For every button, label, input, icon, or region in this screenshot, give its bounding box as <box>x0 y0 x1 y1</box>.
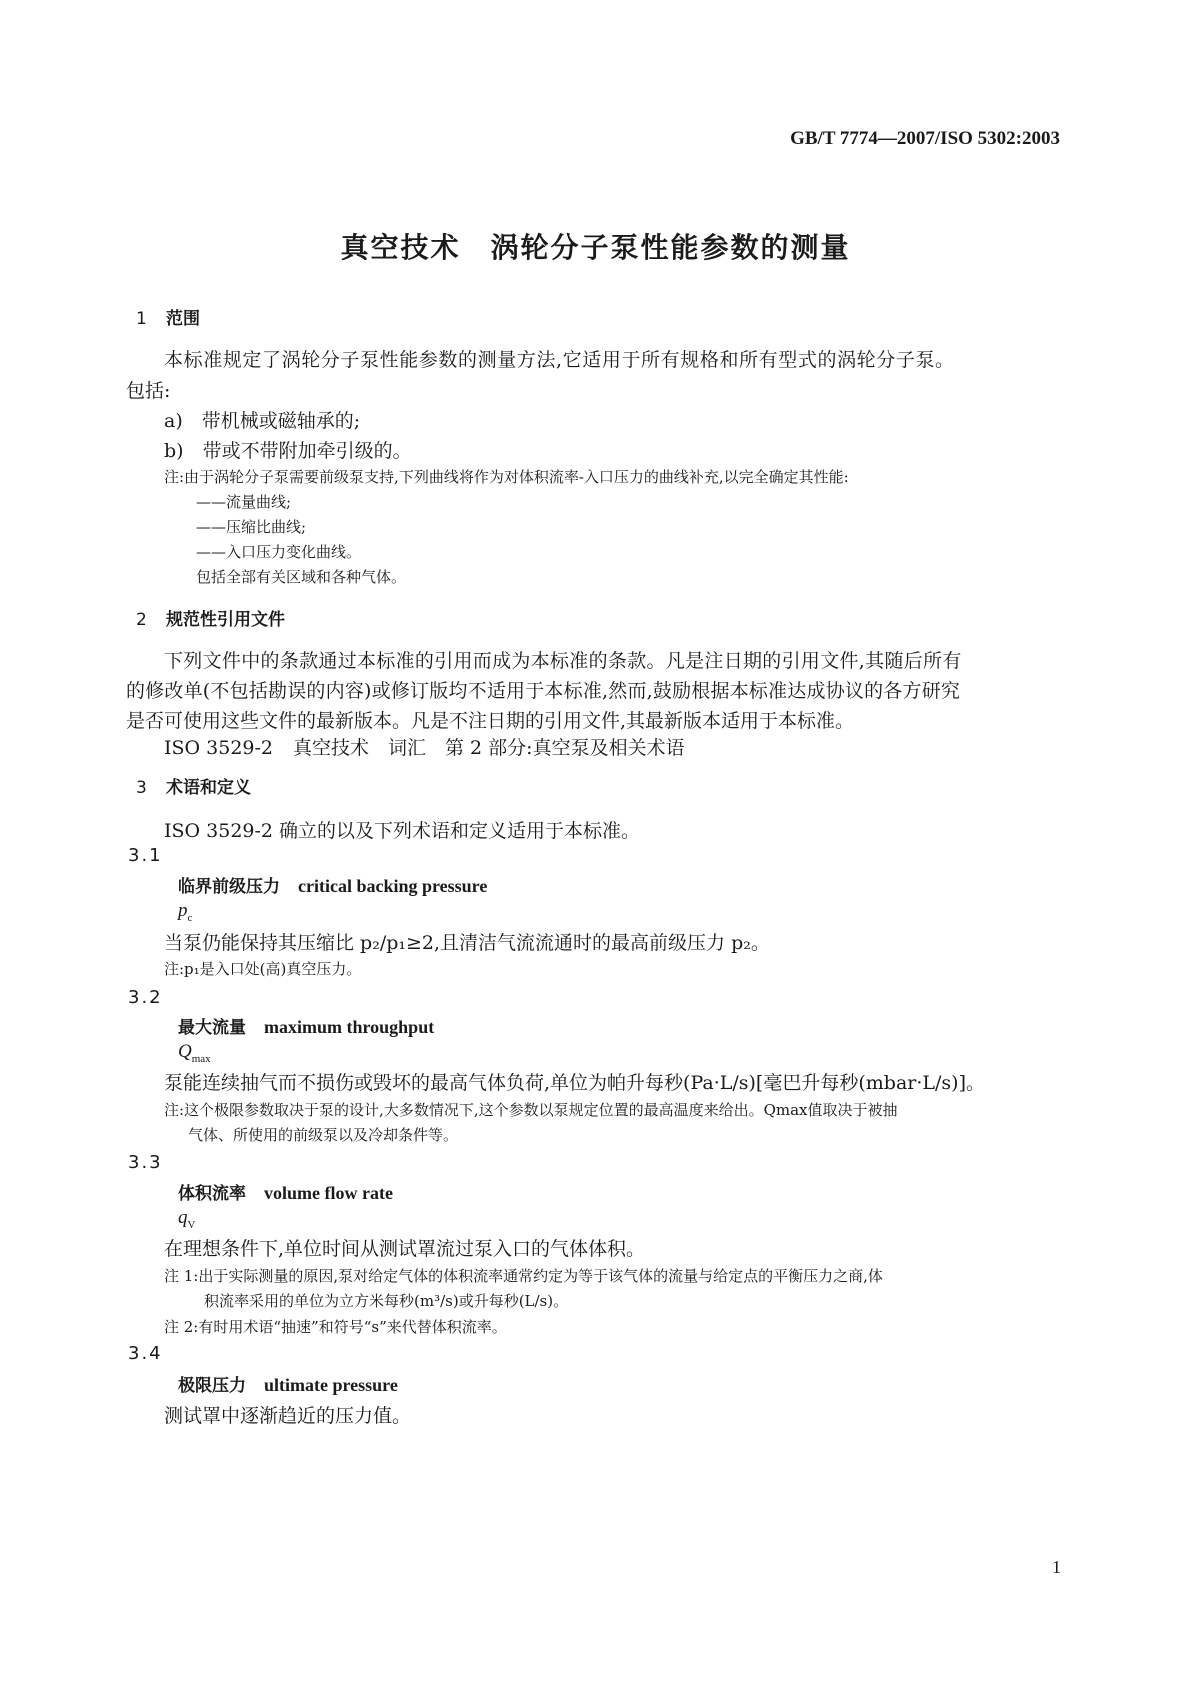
note-list-item: ——流量曲线; <box>196 493 292 511</box>
section-title: 范围 <box>166 309 200 329</box>
clause-number: 3.3 <box>128 1152 163 1173</box>
term-definition: 当泵仍能保持其压缩比 p₂/p₁≥2,且清洁气流流通时的最高前级压力 p₂。 <box>164 932 770 954</box>
note: 注 1:出于实际测量的原因,泵对给定气体的体积流率通常约定为等于该气体的流量与给定点的平衡压力之商,体 <box>164 1267 883 1285</box>
symbol-letter: q <box>178 1207 188 1228</box>
symbol-subscript: max <box>191 1052 211 1065</box>
note-list-item: ——入口压力变化曲线。 <box>196 543 362 561</box>
term-zh: 最大流量 <box>178 1018 246 1038</box>
section-intro: ISO 3529-2 确立的以及下列术语和定义适用于本标准。 <box>164 820 641 842</box>
note: 注:由于涡轮分子泵需要前级泵支持,下列曲线将作为对体积流率-入口压力的曲线补充,以完全确定其性能: <box>164 468 849 486</box>
section-1-heading <box>136 304 200 329</box>
term-heading <box>178 872 487 897</box>
term-symbol <box>178 900 192 924</box>
page-number: 1 <box>1052 1557 1061 1577</box>
term-definition: 在理想条件下,单位时间从测试罩流过泵入口的气体体积。 <box>164 1238 646 1260</box>
section-title: 术语和定义 <box>166 778 251 798</box>
note-end: 包括全部有关区域和各种气体。 <box>196 568 407 586</box>
term-en: maximum throughput <box>264 1017 435 1037</box>
normative-reference <box>164 733 705 760</box>
symbol-letter: Q <box>178 1041 192 1062</box>
section-title: 规范性引用文件 <box>166 610 285 630</box>
term-heading <box>178 1179 393 1204</box>
section-2-heading <box>136 605 285 630</box>
clause-number: 3.4 <box>128 1343 163 1364</box>
term-zh: 极限压力 <box>178 1376 246 1396</box>
note-continuation: 积流率采用的单位为立方米每秒(m³/s)或升每秒(L/s)。 <box>204 1292 569 1310</box>
symbol-subscript: V <box>187 1218 196 1231</box>
term-zh: 临界前级压力 <box>178 877 280 897</box>
list-item: a) 带机械或磁轴承的; <box>164 410 361 432</box>
term-definition: 测试罩中逐渐趋近的压力值。 <box>164 1405 412 1427</box>
page-title: 真空技术 涡轮分子泵性能参数的测量 <box>340 231 851 264</box>
clause-number: 3.2 <box>128 987 163 1008</box>
paragraph-line: 是否可使用这些文件的最新版本。凡是不注日期的引用文件,其最新版本适用于本标准。 <box>126 710 855 732</box>
term-symbol <box>178 1041 211 1065</box>
list-item: b) 带或不带附加牵引级的。 <box>164 440 412 462</box>
term-zh: 体积流率 <box>178 1184 246 1204</box>
term-en: ultimate pressure <box>264 1375 398 1395</box>
paragraph-line: 本标准规定了涡轮分子泵性能参数的测量方法,它适用于所有规格和所有型式的涡轮分子泵。 <box>164 349 955 371</box>
term-en: critical backing pressure <box>298 876 488 896</box>
term-heading <box>178 1013 434 1038</box>
section-3-heading <box>136 773 251 798</box>
paragraph-line: 的修改单(不包括勘误的内容)或修订版均不适用于本标准,然而,鼓励根据本标准达成协议的各方研究 <box>126 680 961 702</box>
standard-code: GB/T 7774—2007/ISO 5302:2003 <box>790 128 1060 149</box>
symbol-subscript: c <box>187 911 193 924</box>
reference-code: ISO 3529-2 <box>164 737 273 759</box>
reference-title: 真空技术 词汇 第 2 部分:真空泵及相关术语 <box>293 737 685 759</box>
clause-number: 3.1 <box>128 845 163 866</box>
section-number: 1 <box>136 309 147 329</box>
note: 注:这个极限参数取决于泵的设计,大多数情况下,这个参数以泵规定位置的最高温度来给出。Qmax值取决于被抽 <box>164 1101 898 1119</box>
note-continuation: 气体、所使用的前级泵以及冷却条件等。 <box>188 1126 459 1144</box>
section-number: 2 <box>136 610 147 630</box>
symbol-letter: p <box>178 900 188 921</box>
paragraph-line: 包括: <box>126 380 171 402</box>
section-number: 3 <box>136 778 147 798</box>
term-en: volume flow rate <box>264 1183 393 1203</box>
term-definition: 泵能连续抽气而不损伤或毁坏的最高气体负荷,单位为帕升每秒(Pa·L/s)[毫巴升每秒(mbar·L/s)]。 <box>164 1072 985 1094</box>
paragraph-line: 下列文件中的条款通过本标准的引用而成为本标准的条款。凡是注日期的引用文件,其随后所有 <box>164 650 962 672</box>
note: 注 2:有时用术语“抽速”和符号“s”来代替体积流率。 <box>164 1318 507 1336</box>
note: 注:p₁是入口处(高)真空压力。 <box>164 960 362 978</box>
term-heading <box>178 1371 398 1396</box>
note-list-item: ——压缩比曲线; <box>196 518 307 536</box>
term-symbol <box>178 1207 195 1231</box>
